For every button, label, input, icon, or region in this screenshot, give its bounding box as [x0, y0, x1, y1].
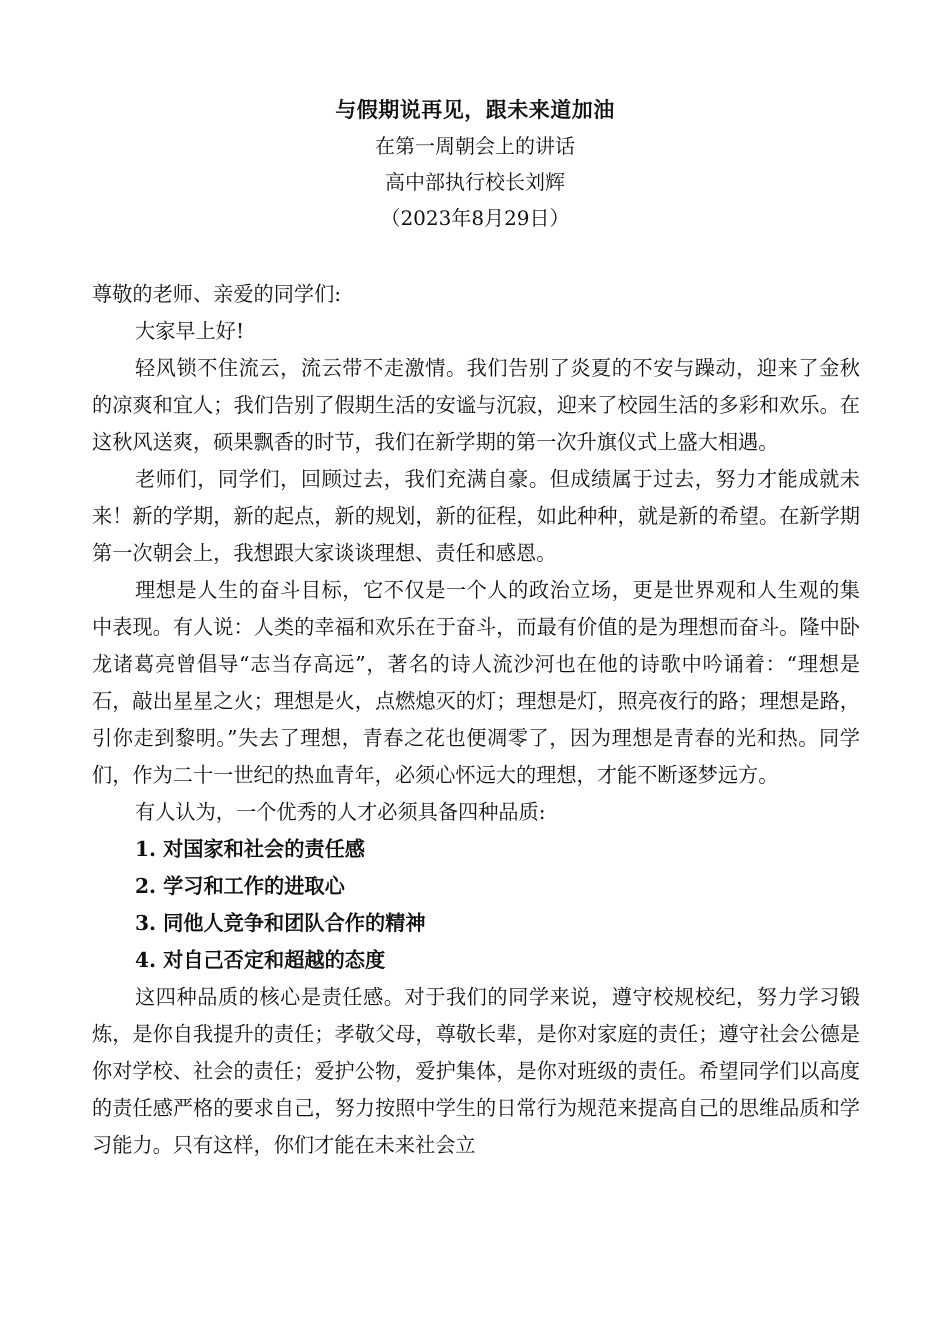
speech-subtitle: 在第一周朝会上的讲话	[375, 134, 575, 158]
quality-item-4: 4. 对自己否定和超越的态度	[135, 948, 386, 972]
paragraph-qualities-intro: 有人认为，一个优秀的人才必须具备四种品质:	[135, 800, 546, 824]
speech-title: 与假期说再见，跟未来道加油	[335, 97, 615, 122]
speech-body	[92, 276, 860, 1164]
speech-date: （2023年8月29日）	[380, 206, 570, 230]
speech-author: 高中部执行校长刘辉	[385, 170, 565, 194]
paragraph-ideals: 理想是人生的奋斗目标，它不仅是一个人的政治立场，更是世界观和人生观的集中表现。有人说：人类的幸福和欢乐在于奋斗，而最有价值的是为理想而奋斗。隆中卧龙诸葛亮曾倡导“志当存高远”，著名的诗人流沙河也在他的诗歌中吟诵着：“理想是石，敲出星星之火；理想是火，点燃熄灭的灯；理想是灯，照亮夜行的路；理想是路，引你走到黎明。”失去了理想，青春之花也便凋零了，因为理想是青春的光和热。同学们，作为二十一世纪的热血青年，必须心怀远大的理想，才能不断逐梦远方。	[92, 578, 860, 787]
salutation: 尊敬的老师、亲爱的同学们:	[92, 282, 342, 306]
paragraph-autumn: 轻风锁不住流云，流云带不走激情。我们告别了炎夏的不安与躁动，迎来了金秋的凉爽和宜人；我们告别了假期生活的安谧与沉寂，迎来了校园生活的多彩和欢乐。在这秋风送爽，硕果飘香的时节，我们在新学期的第一次升旗仪式上盛大相遇。	[92, 356, 860, 454]
quality-item-2: 2. 学习和工作的进取心	[135, 874, 345, 898]
quality-item-1: 1. 对国家和社会的责任感	[135, 837, 365, 861]
speech-header	[0, 92, 950, 236]
paragraph-responsibility: 这四种品质的核心是责任感。对于我们的同学来说，遵守校规校纪，努力学习锻炼，是你自我提升的责任；孝敬父母，尊敬长辈，是你对家庭的责任；遵守社会公德是你对学校、社会的责任；爱护公物，爱护集体，是你对班级的责任。希望同学们以高度的责任感严格的要求自己，努力按照中学生的日常行为规范来提高自己的思维品质和学习能力。只有这样，你们才能在未来社会立	[92, 985, 860, 1157]
quality-item-3: 3. 同他人竞争和团队合作的精神	[135, 911, 426, 935]
greeting: 大家早上好!	[135, 319, 245, 343]
paragraph-review: 老师们，同学们，回顾过去，我们充满自豪。但成绩属于过去，努力才能成就未来！新的学期，新的起点，新的规划，新的征程，如此种种，就是新的希望。在新学期第一次朝会上，我想跟大家谈谈理想、责任和感恩。	[92, 467, 860, 565]
